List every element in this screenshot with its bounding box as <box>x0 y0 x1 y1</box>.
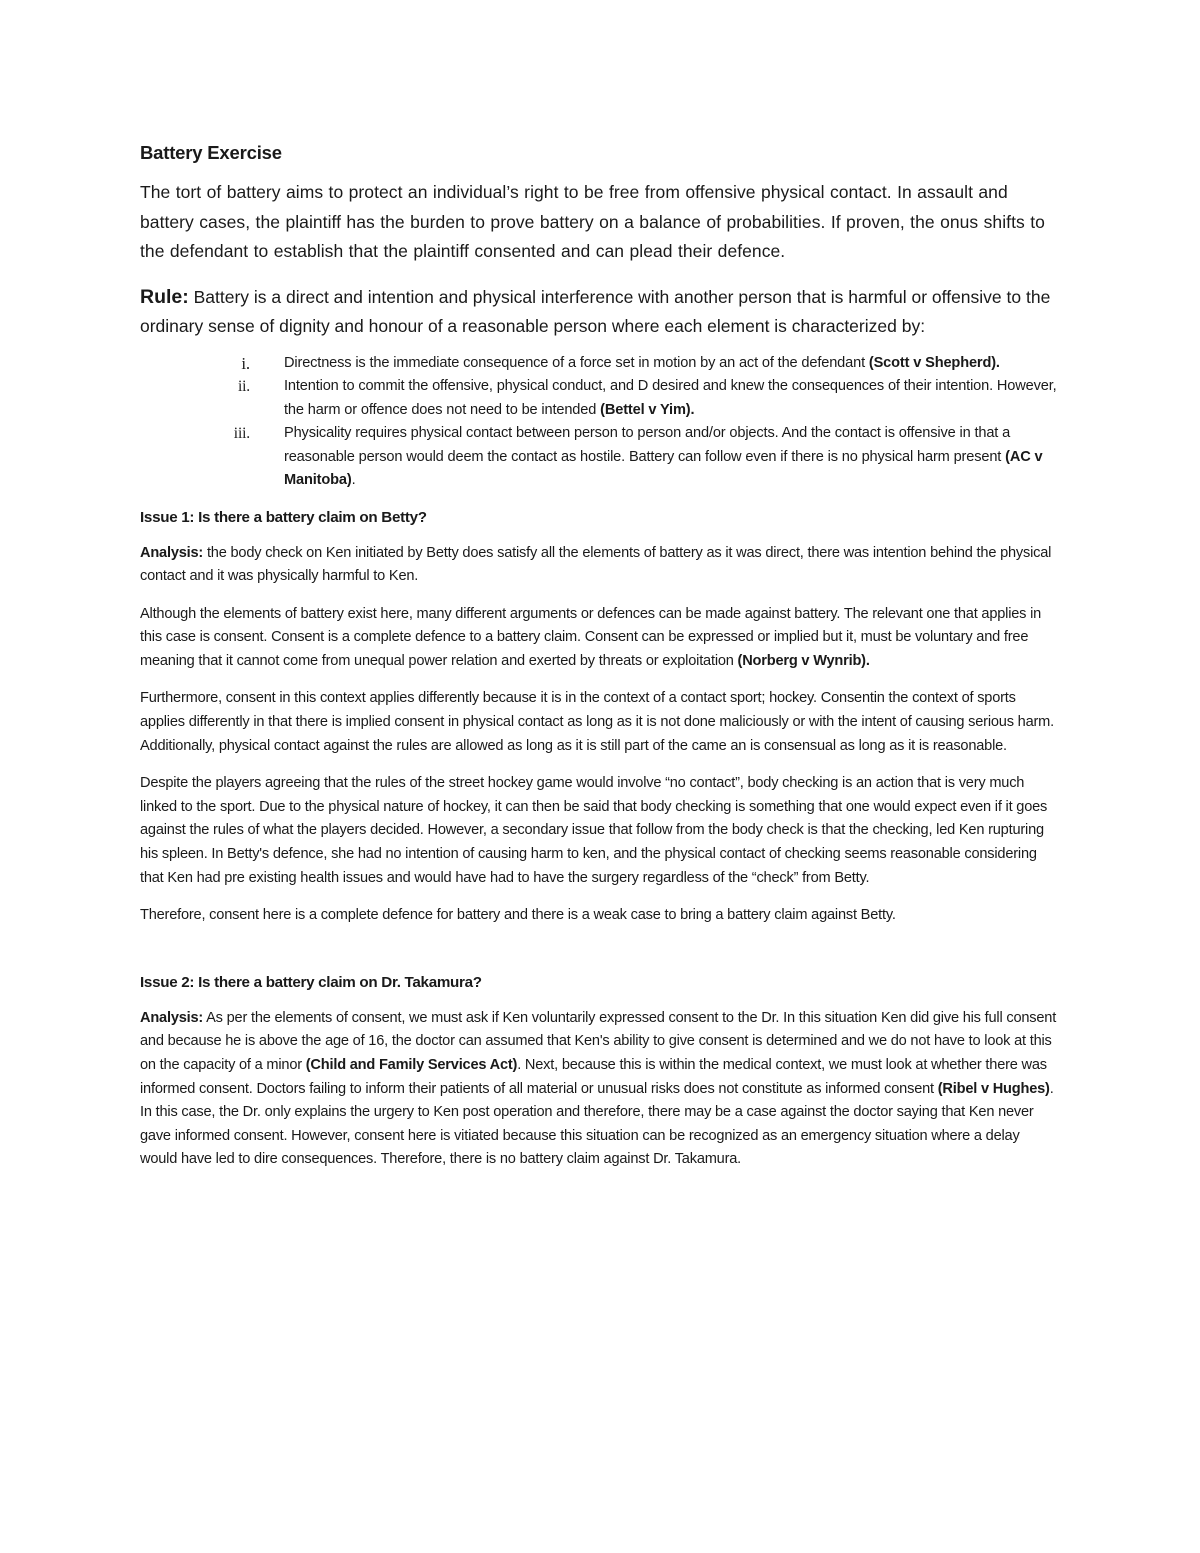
case-citation: (Scott v Shepherd). <box>868 354 1000 371</box>
case-citation: (Ribel v Hughes) <box>937 1080 1050 1097</box>
element-text: Physicality requires physical contact between person to person and/or objects. And the contact is offensive in that a reasonable person would deem the contact as hostile. Battery can follow even if there is no physical harm present <box>284 425 1011 465</box>
analysis-text: the body check on Ken initiated by Betty does satisfy all the elements of battery as it was direct, there was intention behind the physical contact and it was physically harmful to Ken. <box>140 544 1052 585</box>
list-item-text <box>284 352 1060 376</box>
analysis-text: As per the elements of consent, we must ask if Ken voluntarily expressed consent to the Dr. In this situation Ken did give his full consent and because he is above the age of 16, the doctor can assumed that Ken's ability to give consent is determined and we do not have to look at this on the capacity of a minor <box>140 1009 1057 1073</box>
case-citation: (AC v Manitoba) <box>284 448 1043 488</box>
list-item-number: i. <box>241 353 250 373</box>
element-text: Directness is the immediate consequence of a force set in motion by an act of the defendant <box>284 354 869 371</box>
issue-2-analysis <box>140 1007 1060 1172</box>
analysis-label: Analysis: <box>140 544 204 561</box>
list-item-number: ii. <box>237 378 250 395</box>
document-title: Battery Exercise <box>140 142 282 163</box>
analysis-text: . In this case, the Dr. only explains the urgery to Ken post operation and therefore, there may be a case against the doctor saying that Ken never gave informed consent. However, consent here is vitiated because this situation can be recognized as an emergency situation where a delay would have led to dire consequences. Therefore, there is no battery claim against Dr. Takamura. <box>140 1080 1054 1168</box>
rule-label: Rule: <box>140 285 189 308</box>
rule-paragraph <box>140 283 1060 342</box>
list-item <box>140 375 1060 422</box>
list-item <box>140 352 1060 376</box>
issue-1-paragraph-3: Furthermore, consent in this context applies differently because it is in the context of a contact sport; hockey. Consentin the context of sports applies differently in that there is implied consent in physical contact as long as it is not done maliciously or with the intent of causing serious harm. Additionally, physical contact against the rules are allowed as long as it is still part of the came an is consensual as long as it is reasonable. <box>140 690 1054 754</box>
issue-1-heading: Issue 1: Is there a battery claim on Betty? <box>140 508 427 526</box>
case-citation: (Norberg v Wynrib). <box>737 652 870 669</box>
element-text: Intention to commit the offensive, physical conduct, and D desired and knew the consequences of their intention. However, the harm or offence does not need to be intended <box>284 378 1057 418</box>
list-item-text <box>284 422 1060 493</box>
element-tail: . <box>351 472 356 488</box>
case-citation: (Bettel v Yim). <box>600 401 695 418</box>
issue-1-conclusion: Therefore, consent here is a complete defence for battery and there is a weak case to bring a battery claim against Betty. <box>140 907 896 924</box>
issue-1-paragraph-4: Despite the players agreeing that the rules of the street hockey game would involve “no contact”, body checking is an action that is very much linked to the sport. Due to the physical nature of hockey, it can then be said that body checking is something that one would expect even if it goes against the rules of what the players decided. However, a secondary issue that follow from the body check is that the checking, led Ken rupturing his spleen. In Betty's defence, she had no intention of causing harm to ken, and the physical contact of checking seems reasonable considering that Ken had pre existing health issues and would have had to have the surgery regardless of the “check” from Betty. <box>140 775 1048 886</box>
paragraph-text: Although the elements of battery exist here, many different arguments or defences can be made against battery. The relevant one that applies in this case is consent. Consent is a complete defence to a battery claim. Consent can be expressed or implied but it, must be voluntary and free meaning that it cannot come from unequal power relation and exerted by threats or exploitation <box>140 605 1042 669</box>
issue-1-analysis <box>140 542 1060 589</box>
issue-2-heading: Issue 2: Is there a battery claim on Dr. Takamura? <box>140 973 482 991</box>
intro-paragraph: The tort of battery aims to protect an individual’s right to be free from offensive physical contact. In assault and battery cases, the plaintiff has the burden to prove battery on a balance of probabilities. If proven, the onus shifts to the defendant to establish that the plaintiff consented and can plead their defence. <box>140 182 1045 261</box>
issue-1-paragraph-2 <box>140 603 1060 674</box>
list-item <box>140 422 1060 493</box>
elements-list <box>140 352 1060 493</box>
analysis-label: Analysis: <box>140 1009 204 1026</box>
analysis-text: . Next, because this is within the medical context, we must look at whether there was informed consent. Doctors failing to inform their patients of all material or unusual risks does not constitute as informed consent <box>140 1057 1047 1097</box>
rule-text: Battery is a direct and intention and physical interference with another person that is harmful or offensive to the ordinary sense of dignity and honour of a reasonable person where each element is characterized by: <box>140 286 1051 336</box>
list-item-number: iii. <box>233 425 250 442</box>
statute-citation: (Child and Family Services Act) <box>305 1057 518 1073</box>
list-item-text <box>284 375 1060 422</box>
